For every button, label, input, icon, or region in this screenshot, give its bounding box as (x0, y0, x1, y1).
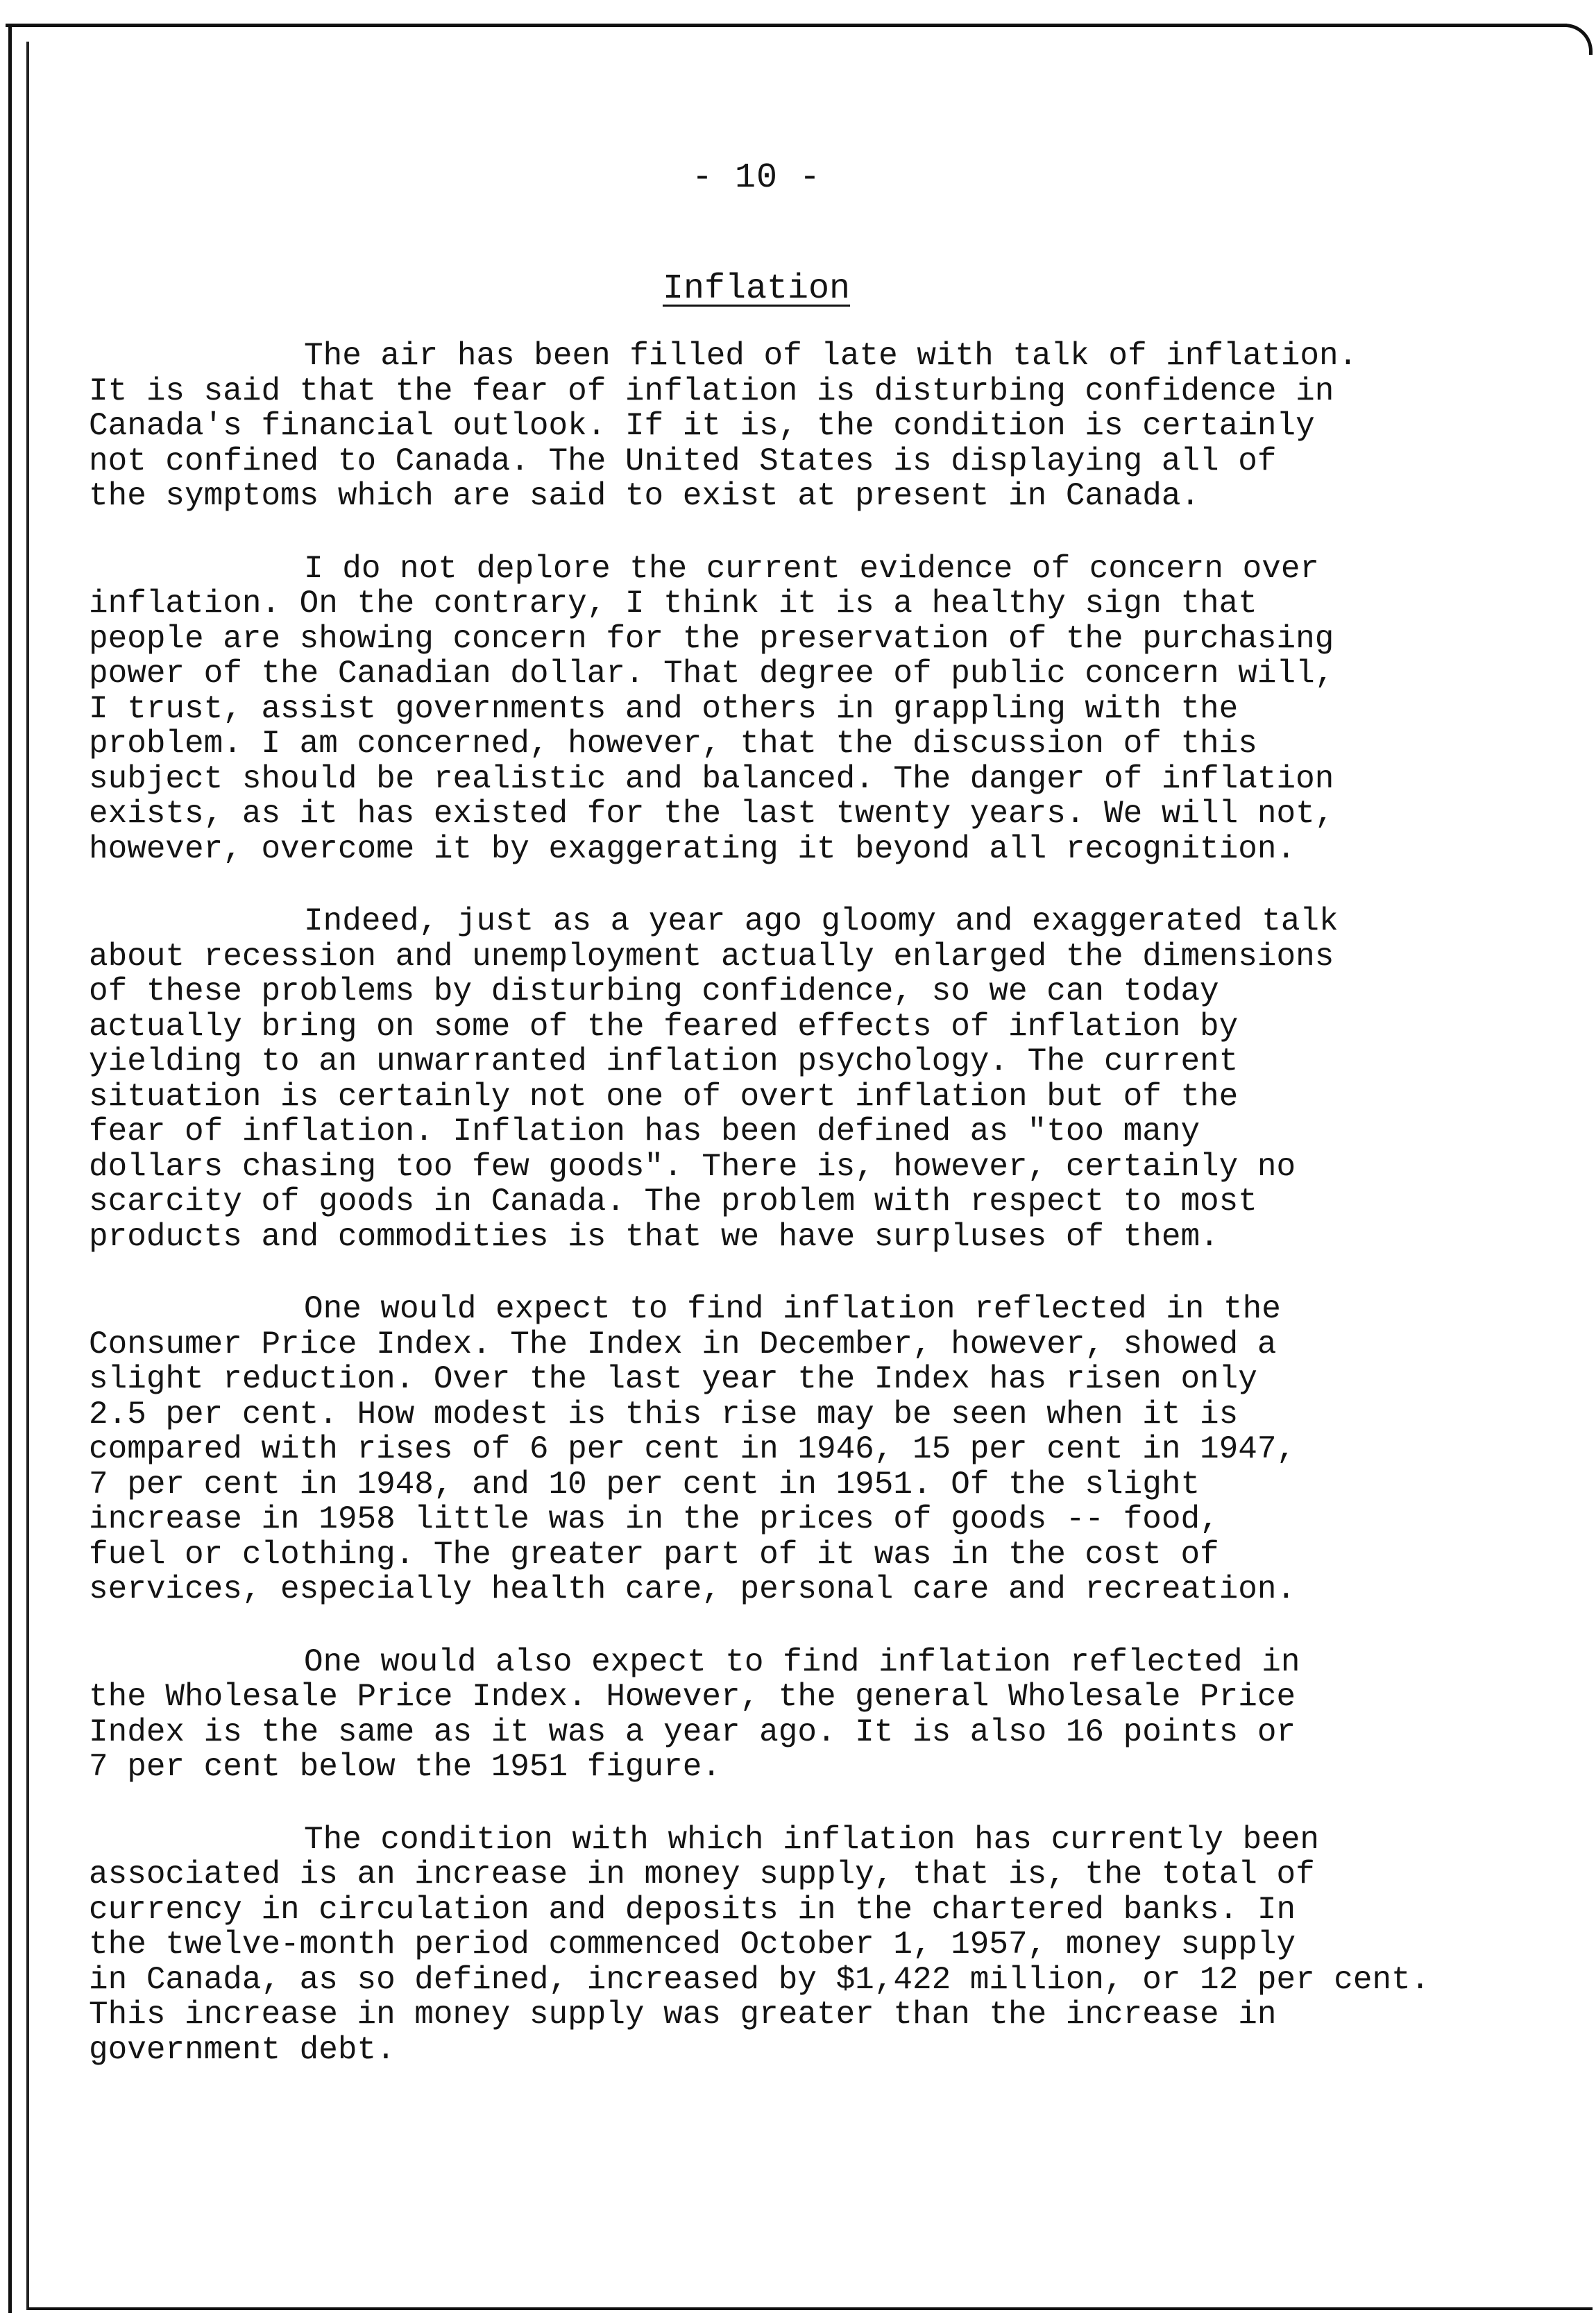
page-frame-bottom (28, 2307, 1593, 2310)
paragraph-line: fear of inflation. Inflation has been defined as "too many (89, 1113, 1200, 1150)
paragraph-line: the Wholesale Price Index. However, the general Wholesale Price (89, 1679, 1296, 1715)
paragraph-line: inflation. On the contrary, I think it is a healthy sign that (89, 586, 1257, 622)
paragraph-line: I do not deplore the current evidence of concern over (304, 550, 1320, 587)
paragraph-line: yielding to an unwarranted inflation psychology. The current (89, 1043, 1239, 1079)
paragraph-line: of these problems by disturbing confidence, so we can today (89, 973, 1219, 1009)
paragraph-line: government debt. (89, 2031, 396, 2068)
paragraph-line: It is said that the fear of inflation is disturbing confidence in (89, 373, 1334, 409)
paragraph-line: 7 per cent in 1948, and 10 per cent in 1951. Of the slight (89, 1466, 1200, 1503)
paragraph-line: fuel or clothing. The greater part of it was in the cost of (89, 1536, 1219, 1573)
paragraph-line: not confined to Canada. The United States is displaying all of (89, 443, 1277, 479)
paragraph-line: The condition with which inflation has currently been (304, 1821, 1320, 1858)
paragraph-line: the twelve-month period commenced October 1, 1957, money supply (89, 1926, 1296, 1963)
paragraph-line: 7 per cent below the 1951 figure. (89, 1749, 721, 1785)
paragraph-line: 2.5 per cent. How modest is this rise may be seen when it is (89, 1396, 1239, 1433)
body-text (89, 339, 1532, 2105)
paragraph-line: Index is the same as it was a year ago. It is also 16 points or (89, 1714, 1296, 1750)
paragraph-line: associated is an increase in money supply, that is, the total of (89, 1856, 1315, 1892)
paragraph-line: scarcity of goods in Canada. The problem with respect to most (89, 1184, 1257, 1220)
paragraph-line: I trust, assist governments and others in grappling with the (89, 690, 1239, 727)
paragraph-line: in Canada, as so defined, increased by $1,422 million, or 12 per cent. (89, 1961, 1430, 1998)
page-frame-corner (1561, 24, 1593, 55)
page-frame-top (6, 24, 1567, 27)
section-heading (0, 269, 1513, 309)
paragraph-line: The air has been filled of late with talk of inflation. (304, 338, 1358, 374)
paragraph (89, 339, 1532, 514)
paragraph (89, 1822, 1532, 2068)
paragraph-line: Indeed, just as a year ago gloomy and exaggerated talk (304, 903, 1339, 939)
paragraph-line: products and commodities is that we have surpluses of them. (89, 1218, 1219, 1255)
paragraph-line: situation is certainly not one of overt inflation but of the (89, 1078, 1239, 1115)
paragraph-line: services, especially health care, personal care and recreation. (89, 1571, 1296, 1607)
page-frame-left-outer (8, 24, 12, 2313)
page-number: - 10 - (691, 158, 822, 198)
paragraph-line: increase in 1958 little was in the prices of goods -- food, (89, 1501, 1219, 1537)
paragraph (89, 904, 1532, 1254)
paragraph (89, 552, 1532, 867)
paragraph-line: Consumer Price Index. The Index in December, however, showed a (89, 1326, 1277, 1362)
paragraph-line: actually bring on some of the feared effects of inflation by (89, 1008, 1239, 1045)
paragraph-line: One would expect to find inflation reflected in the (304, 1291, 1281, 1327)
paragraph-line: about recession and unemployment actually enlarged the dimensions (89, 938, 1334, 975)
paragraph-line: problem. I am concerned, however, that the discussion of this (89, 726, 1257, 762)
paragraph-line: power of the Canadian dollar. That degree of public concern will, (89, 656, 1334, 692)
paragraph-line: compared with rises of 6 per cent in 1946, 15 per cent in 1947, (89, 1431, 1296, 1467)
paragraph-line: currency in circulation and deposits in the chartered banks. In (89, 1891, 1296, 1928)
paragraph-line: This increase in money supply was greater than the increase in (89, 1997, 1277, 2033)
paragraph-line: people are showing concern for the preservation of the purchasing (89, 620, 1334, 657)
paragraph (89, 1292, 1532, 1607)
paragraph (89, 1645, 1532, 1785)
paragraph-line: One would also expect to find inflation reflected in (304, 1643, 1300, 1680)
paragraph-line: Canada's financial outlook. If it is, the condition is certainly (89, 408, 1315, 444)
paragraph-line: exists, as it has existed for the last twenty years. We will not, (89, 796, 1334, 832)
paragraph-line: slight reduction. Over the last year the Index has risen only (89, 1361, 1257, 1397)
paragraph-line: dollars chasing too few goods". There is, however, certainly no (89, 1148, 1296, 1185)
page-frame-left-inner (26, 42, 29, 2310)
section-heading-text: Inflation (662, 269, 851, 309)
paragraph-line: the symptoms which are said to exist at present in Canada. (89, 478, 1200, 514)
paragraph-line: subject should be realistic and balanced. The danger of inflation (89, 760, 1334, 797)
paragraph-line: however, overcome it by exaggerating it beyond all recognition. (89, 830, 1296, 867)
